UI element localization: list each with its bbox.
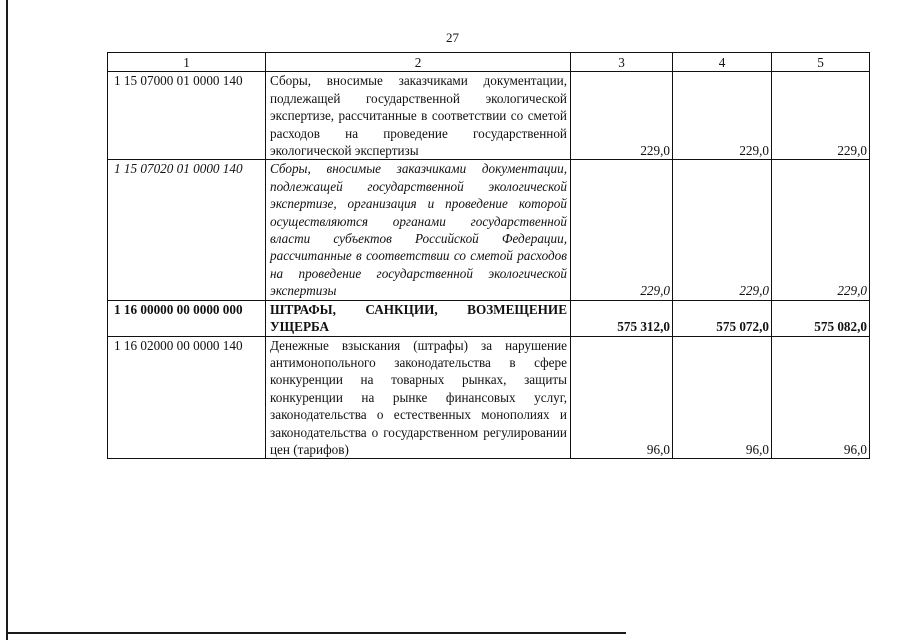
scan-edge-bottom <box>6 632 626 634</box>
row-value-col5: 96,0 <box>772 336 870 459</box>
row-value-col3: 229,0 <box>571 72 673 160</box>
page-number: 27 <box>446 30 459 45</box>
table-row <box>108 336 870 459</box>
table-header-row <box>108 53 870 72</box>
scan-edge-left <box>6 0 8 640</box>
column-header-5: 5 <box>772 53 870 72</box>
row-value-col5: 229,0 <box>772 72 870 160</box>
table-row <box>108 160 870 300</box>
row-value-col5: 229,0 <box>772 160 870 300</box>
row-code: 1 15 07020 01 0000 140 <box>108 160 266 300</box>
row-code: 1 16 02000 00 0000 140 <box>108 336 266 459</box>
table-row <box>108 300 870 336</box>
column-header-4: 4 <box>673 53 772 72</box>
row-description: ШТРАФЫ, САНКЦИИ, ВОЗМЕЩЕНИЕ УЩЕРБА <box>266 300 571 336</box>
row-description: Денежные взыскания (штрафы) за нарушение антимонопольного законодательства в сфере конкуренции на товарных рынках, защиты конкуренции на рынке финансовых услуг, законодательства о естественных монополиях и законодательства о государственном регулировании цен (тарифов) <box>266 336 571 459</box>
row-value-col4: 229,0 <box>673 72 772 160</box>
column-header-1: 1 <box>108 53 266 72</box>
row-value-col4: 575 072,0 <box>673 300 772 336</box>
row-code: 1 15 07000 01 0000 140 <box>108 72 266 160</box>
budget-table <box>107 52 870 459</box>
row-description: Сборы, вносимые заказчиками документации, подлежащей государственной экологической экспертизе, организация и проведение которой осуществляются органами государственной власти субъектов Российской Федерации, рассчитанные в соответствии со сметой расходов на проведение государственной экологической экспертизы <box>266 160 571 300</box>
row-value-col3: 96,0 <box>571 336 673 459</box>
row-value-col3: 575 312,0 <box>571 300 673 336</box>
column-header-3: 3 <box>571 53 673 72</box>
row-value-col4: 229,0 <box>673 160 772 300</box>
table-row <box>108 72 870 160</box>
column-header-2: 2 <box>266 53 571 72</box>
row-value-col3: 229,0 <box>571 160 673 300</box>
row-value-col4: 96,0 <box>673 336 772 459</box>
row-code: 1 16 00000 00 0000 000 <box>108 300 266 336</box>
row-description: Сборы, вносимые заказчиками документации, подлежащей государственной экологической экспертизе, рассчитанные в соответствии со сметой расходов на проведение государственной экологической экспертизы <box>266 72 571 160</box>
row-value-col5: 575 082,0 <box>772 300 870 336</box>
